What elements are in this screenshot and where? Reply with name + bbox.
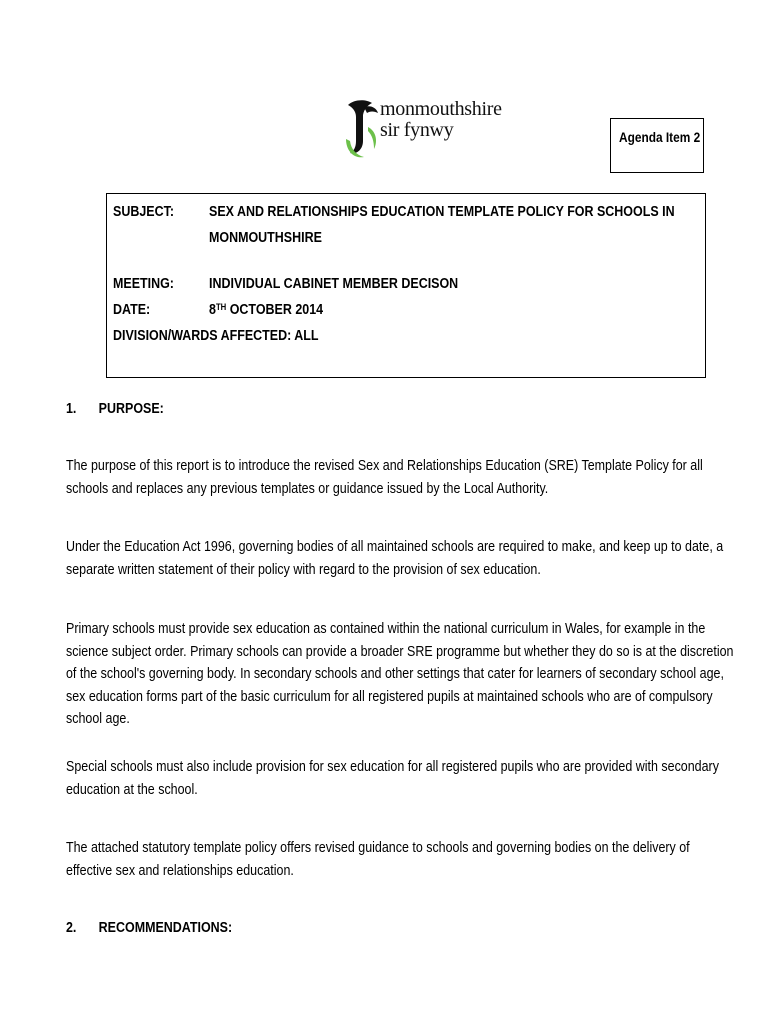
paragraph: Primary schools must provide sex education as contained within the national curriculum in Wales, for example in the science subject order. Primary schools can provide a broader SRE programme but whether they do so is at the discretion of the school's governing body. In secondary schools and other settings that cater for learners of secondary school age, sex education forms part of the basic curriculum for all registered pupils at maintained schools who are of compulsory school age. — [66, 621, 734, 727]
paragraph: Under the Education Act 1996, governing bodies of all maintained schools are required to make, and keep up to date, a separate written statement of their policy with regard to the provision of sex education. — [66, 539, 724, 578]
meeting-value: INDIVIDUAL CABINET MEMBER DECISON — [209, 276, 459, 292]
council-logo — [344, 97, 502, 159]
agenda-item-box — [610, 118, 704, 173]
paragraph: Special schools must also include provision for sex education for all registered pupils who are provided with secondary education at the school. — [66, 759, 719, 798]
paragraph: The purpose of this report is to introduce the revised Sex and Relationships Education (SRE) Template Policy for all schools and replaces any previous templates or guidance issued by the Local Authority. — [66, 458, 703, 497]
paragraph: The attached statutory template policy offers revised guidance to schools and governing bodies on the delivery of effective sex and relationships education. — [66, 840, 690, 879]
meeting-label: MEETING: — [113, 276, 174, 292]
section-title: RECOMMENDATIONS: — [98, 920, 233, 936]
date-month-year: OCTOBER 2014 — [226, 302, 324, 318]
date-ordinal: TH — [215, 302, 227, 312]
subject-label: SUBJECT: — [113, 204, 174, 220]
date-value — [209, 300, 323, 321]
section-number: 2. — [66, 920, 77, 936]
subject-value-line2: MONMOUTHSHIRE — [209, 230, 322, 246]
subject-value-line1: SEX AND RELATIONSHIPS EDUCATION TEMPLATE POLICY FOR SCHOOLS IN — [209, 204, 675, 220]
agenda-item-label: Agenda Item 2 — [619, 130, 701, 145]
report-details-box — [106, 193, 706, 378]
section-number: 1. — [66, 401, 77, 417]
logo-text-english: monmouthshire — [380, 98, 502, 120]
section-heading-purpose — [66, 401, 164, 417]
division-wards-affected: DIVISION/WARDS AFFECTED: ALL — [113, 328, 319, 344]
date-day: 8 — [209, 302, 216, 318]
dragon-emblem-icon — [344, 97, 380, 159]
section-title: PURPOSE: — [98, 401, 164, 417]
logo-text-welsh: sir fynwy — [380, 119, 454, 141]
section-heading-recommendations — [66, 920, 232, 936]
date-label: DATE: — [113, 302, 151, 318]
